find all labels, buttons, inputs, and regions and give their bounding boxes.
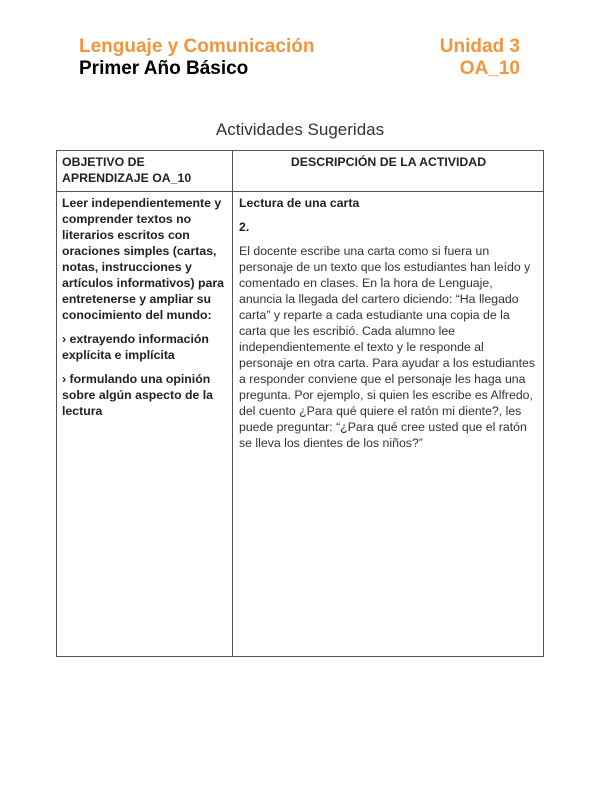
activity-title: Lectura de una carta xyxy=(239,196,360,210)
objective-bullet: › extrayendo información explícita e implícita xyxy=(62,332,209,362)
objective-text: Leer independientemente y comprender textos no literarios escritos con oraciones simples (cartas, notas, instrucciones y artículos informativos) para entretenerse y ampliar su conocimiento del mundo: xyxy=(62,196,224,322)
column-header-objective: OBJETIVO DE APRENDIZAJE OA_10 xyxy=(57,151,233,192)
table-header-row xyxy=(57,151,544,192)
subject-title: Lenguaje y Comunicación xyxy=(79,36,315,57)
column-header-description: DESCRIPCIÓN DE LA ACTIVIDAD xyxy=(233,151,544,192)
objective-bullet: › formulando una opinión sobre algún aspecto de la lectura xyxy=(62,372,214,418)
grade-label: Primer Año Básico xyxy=(79,58,249,79)
activity-number: 2. xyxy=(239,220,250,234)
oa-code: OA_10 xyxy=(459,58,520,79)
section-title: Actividades Sugeridas xyxy=(215,120,385,139)
activity-description: El docente escribe una carta como si fuera un personaje de un texto que los estudiantes han leído y comentado en clases. En la hora de Lenguaje, anuncia la llegada del cartero diciendo: “Ha llegado carta” y reparte a cada estudiante una copia de la carta que les escribió. Cada alumno lee independientemente el texto y le responde al personaje en otra carta. Para ayudar a los estudiantes a responder conviene que el personaje les haga una pregunta. Por ejemplo, si quien les escribe es Alfredo, del cuento ¿Para qué quiere el ratón mi diente?, les puede preguntar: “¿Para qué cree usted que el ratón se lleva los dientes de los niños?” xyxy=(239,244,535,450)
objective-cell xyxy=(57,192,233,657)
activity-cell xyxy=(233,192,544,657)
activities-table xyxy=(56,150,544,657)
unit-label: Unidad 3 xyxy=(439,36,520,57)
table-row xyxy=(57,192,544,657)
page-header xyxy=(79,36,520,80)
